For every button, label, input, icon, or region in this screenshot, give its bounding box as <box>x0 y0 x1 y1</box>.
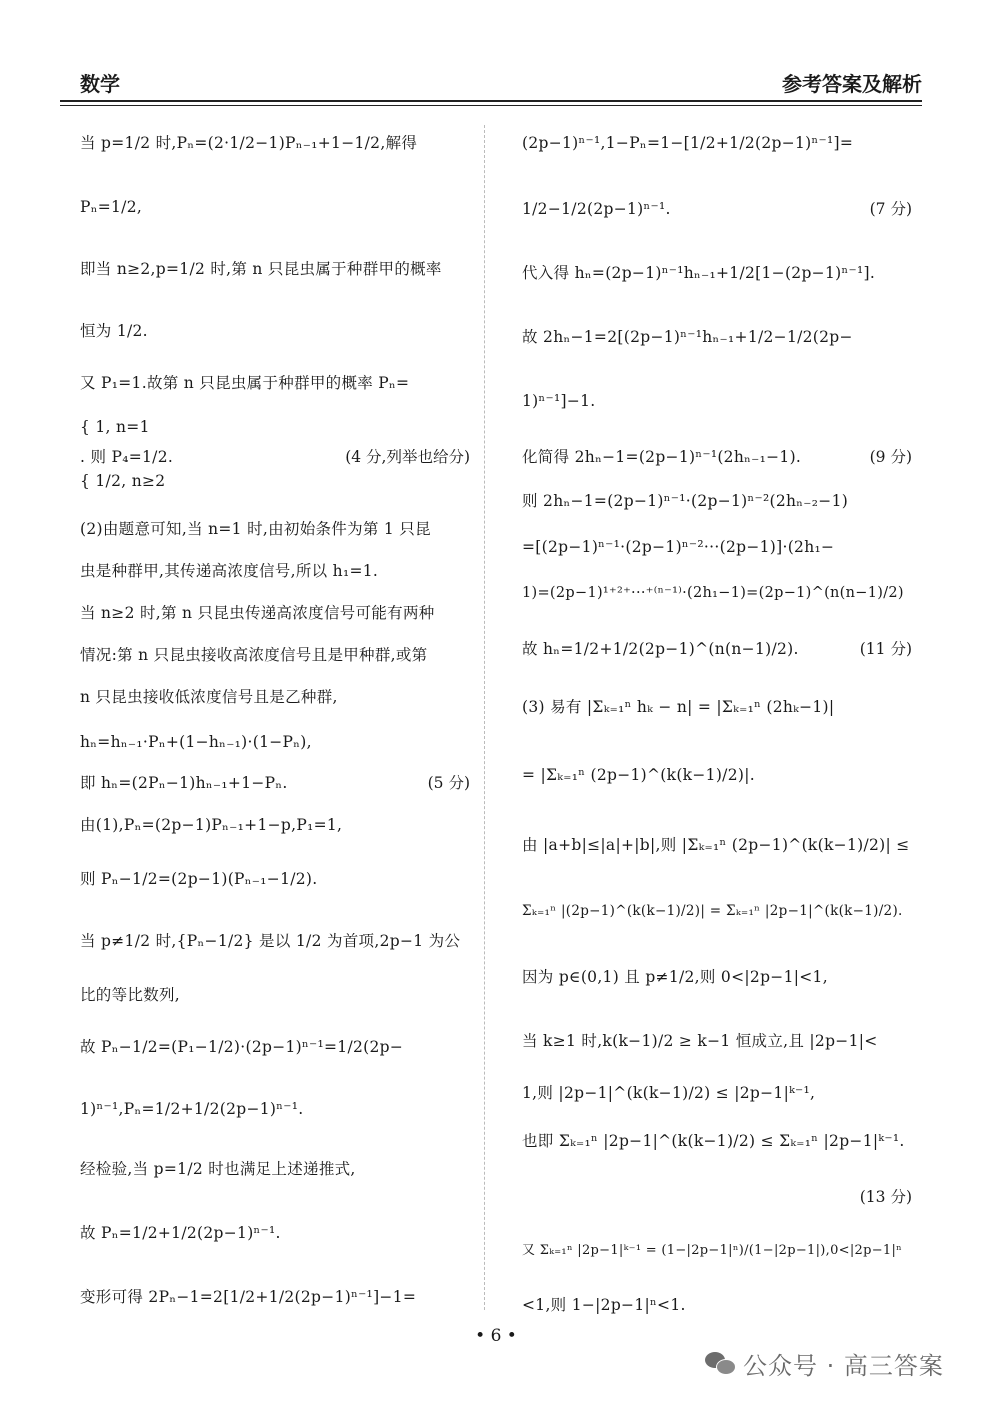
right-text-line: (3) 易有 |Σₖ₌₁ⁿ hₖ − n| = |Σₖ₌₁ⁿ (2hₖ−1)| <box>522 698 835 716</box>
score-note: (13 分) <box>859 1188 912 1206</box>
left-text-line: 恒为 1/2. <box>80 322 148 340</box>
left-text-line: 故 Pₙ−1/2=(P₁−1/2)·(2p−1)ⁿ⁻¹=1/2(2p− <box>80 1038 404 1056</box>
right-text-line: Σₖ₌₁ⁿ |(2p−1)^(k(k−1)/2)| = Σₖ₌₁ⁿ |2p−1|^(k(k−1)/2). <box>522 903 903 919</box>
left-text-line: 虫是种群甲,其传递高浓度信号,所以 h₁=1. <box>80 562 379 580</box>
right-text-line: 故 hₙ=1/2+1/2(2p−1)^(n(n−1)/2). <box>522 640 799 658</box>
left-text-line: 即当 n≥2,p=1/2 时,第 n 只昆虫属于种群甲的概率 <box>80 260 442 278</box>
left-text-line: 则 Pₙ−1/2=(2p−1)(Pₙ₋₁−1/2). <box>80 870 318 888</box>
right-text-line: 1)=(2p−1)¹⁺²⁺···⁺⁽ⁿ⁻¹⁾·(2h₁−1)=(2p−1)^(n(n−1)/2) <box>522 585 904 601</box>
column-divider <box>484 125 485 1310</box>
document-title: 参考答案及解析 <box>782 72 922 96</box>
score-note: (5 分) <box>427 774 470 792</box>
header-rule-thick <box>60 100 922 102</box>
left-text-line: 即 hₙ=(2Pₙ−1)hₙ₋₁+1−Pₙ. <box>80 774 288 792</box>
right-text-line: = |Σₖ₌₁ⁿ (2p−1)^(k(k−1)/2)|. <box>522 766 755 784</box>
watermark <box>705 1345 944 1381</box>
left-text-line: 当 p≠1/2 时,{Pₙ−1/2} 是以 1/2 为首项,2p−1 为公 <box>80 932 461 950</box>
left-text-line: 故 Pₙ=1/2+1/2(2p−1)ⁿ⁻¹. <box>80 1224 281 1242</box>
left-text-line: Pₙ=1/2, <box>80 198 143 216</box>
right-text-line: (2p−1)ⁿ⁻¹,1−Pₙ=1−[1/2+1/2(2p−1)ⁿ⁻¹]= <box>522 134 854 152</box>
right-text-line: 1,则 |2p−1|^(k(k−1)/2) ≤ |2p−1|ᵏ⁻¹, <box>522 1084 816 1102</box>
left-text-line: { 1/2, n≥2 <box>80 472 166 490</box>
left-text-line: 经检验,当 p=1/2 时也满足上述递推式, <box>80 1160 356 1178</box>
right-text-line: 化简得 2hₙ−1=(2p−1)ⁿ⁻¹(2hₙ₋₁−1). <box>522 448 802 466</box>
right-text-line: 代入得 hₙ=(2p−1)ⁿ⁻¹hₙ₋₁+1/2[1−(2p−1)ⁿ⁻¹]. <box>522 264 876 282</box>
left-text-line: { 1, n=1 <box>80 418 150 436</box>
right-text-line: 当 k≥1 时,k(k−1)/2 ≥ k−1 恒成立,且 |2p−1|< <box>522 1032 878 1050</box>
subject-label: 数学 <box>80 72 120 96</box>
left-text-line: 情况:第 n 只昆虫接收高浓度信号且是甲种群,或第 <box>80 646 428 664</box>
right-text-line: 又 Σₖ₌₁ⁿ |2p−1|ᵏ⁻¹ = (1−|2p−1|ⁿ)/(1−|2p−1|),0<|2p−1|ⁿ <box>522 1243 903 1258</box>
score-note: (4 分,列举也给分) <box>345 448 470 466</box>
score-note: (9 分) <box>869 448 912 466</box>
left-text-line: hₙ=hₙ₋₁·Pₙ+(1−hₙ₋₁)·(1−Pₙ), <box>80 733 312 751</box>
wechat-icon <box>705 1350 735 1376</box>
left-text-line: 变形可得 2Pₙ−1=2[1/2+1/2(2p−1)ⁿ⁻¹]−1= <box>80 1288 417 1306</box>
score-note: (7 分) <box>869 200 912 218</box>
right-text-line: =[(2p−1)ⁿ⁻¹·(2p−1)ⁿ⁻²···(2p−1)]·(2h₁− <box>522 538 835 556</box>
right-text-line: 也即 Σₖ₌₁ⁿ |2p−1|^(k(k−1)/2) ≤ Σₖ₌₁ⁿ |2p−1|ᵏ⁻¹. <box>522 1132 905 1150</box>
right-text-line: 故 2hₙ−1=2[(2p−1)ⁿ⁻¹hₙ₋₁+1/2−1/2(2p− <box>522 328 853 346</box>
left-text-line: (2)由题意可知,当 n=1 时,由初始条件为第 1 只昆 <box>80 520 431 538</box>
header-rule-thin <box>60 105 922 106</box>
right-text-line: <1,则 1−|2p−1|ⁿ<1. <box>522 1296 686 1314</box>
page-number: • 6 • <box>475 1326 517 1346</box>
right-text-line: 由 |a+b|≤|a|+|b|,则 |Σₖ₌₁ⁿ (2p−1)^(k(k−1)/2)| ≤ <box>522 836 910 854</box>
right-text-line: 则 2hₙ−1=(2p−1)ⁿ⁻¹·(2p−1)ⁿ⁻²(2hₙ₋₂−1) <box>522 492 849 510</box>
watermark-text: 公众号 · 高三答案 <box>743 1351 944 1380</box>
left-text-line: 又 P₁=1.故第 n 只昆虫属于种群甲的概率 Pₙ= <box>80 374 410 392</box>
left-text-line: 由(1),Pₙ=(2p−1)Pₙ₋₁+1−p,P₁=1, <box>80 816 343 834</box>
left-text-line: 比的等比数列, <box>80 986 181 1004</box>
left-text-line: 当 p=1/2 时,Pₙ=(2·1/2−1)Pₙ₋₁+1−1/2,解得 <box>80 134 418 152</box>
page-header <box>60 66 922 100</box>
left-text-line: 1)ⁿ⁻¹,Pₙ=1/2+1/2(2p−1)ⁿ⁻¹. <box>80 1100 304 1118</box>
left-text-line: . 则 P₄=1/2. <box>80 448 174 466</box>
left-text-line: 当 n≥2 时,第 n 只昆虫传递高浓度信号可能有两种 <box>80 604 435 622</box>
right-text-line: 因为 p∈(0,1) 且 p≠1/2,则 0<|2p−1|<1, <box>522 968 828 986</box>
right-text-line: 1/2−1/2(2p−1)ⁿ⁻¹. <box>522 200 671 218</box>
score-note: (11 分) <box>859 640 912 658</box>
right-text-line: 1)ⁿ⁻¹]−1. <box>522 392 596 410</box>
left-text-line: n 只昆虫接收低浓度信号且是乙种群, <box>80 688 338 706</box>
